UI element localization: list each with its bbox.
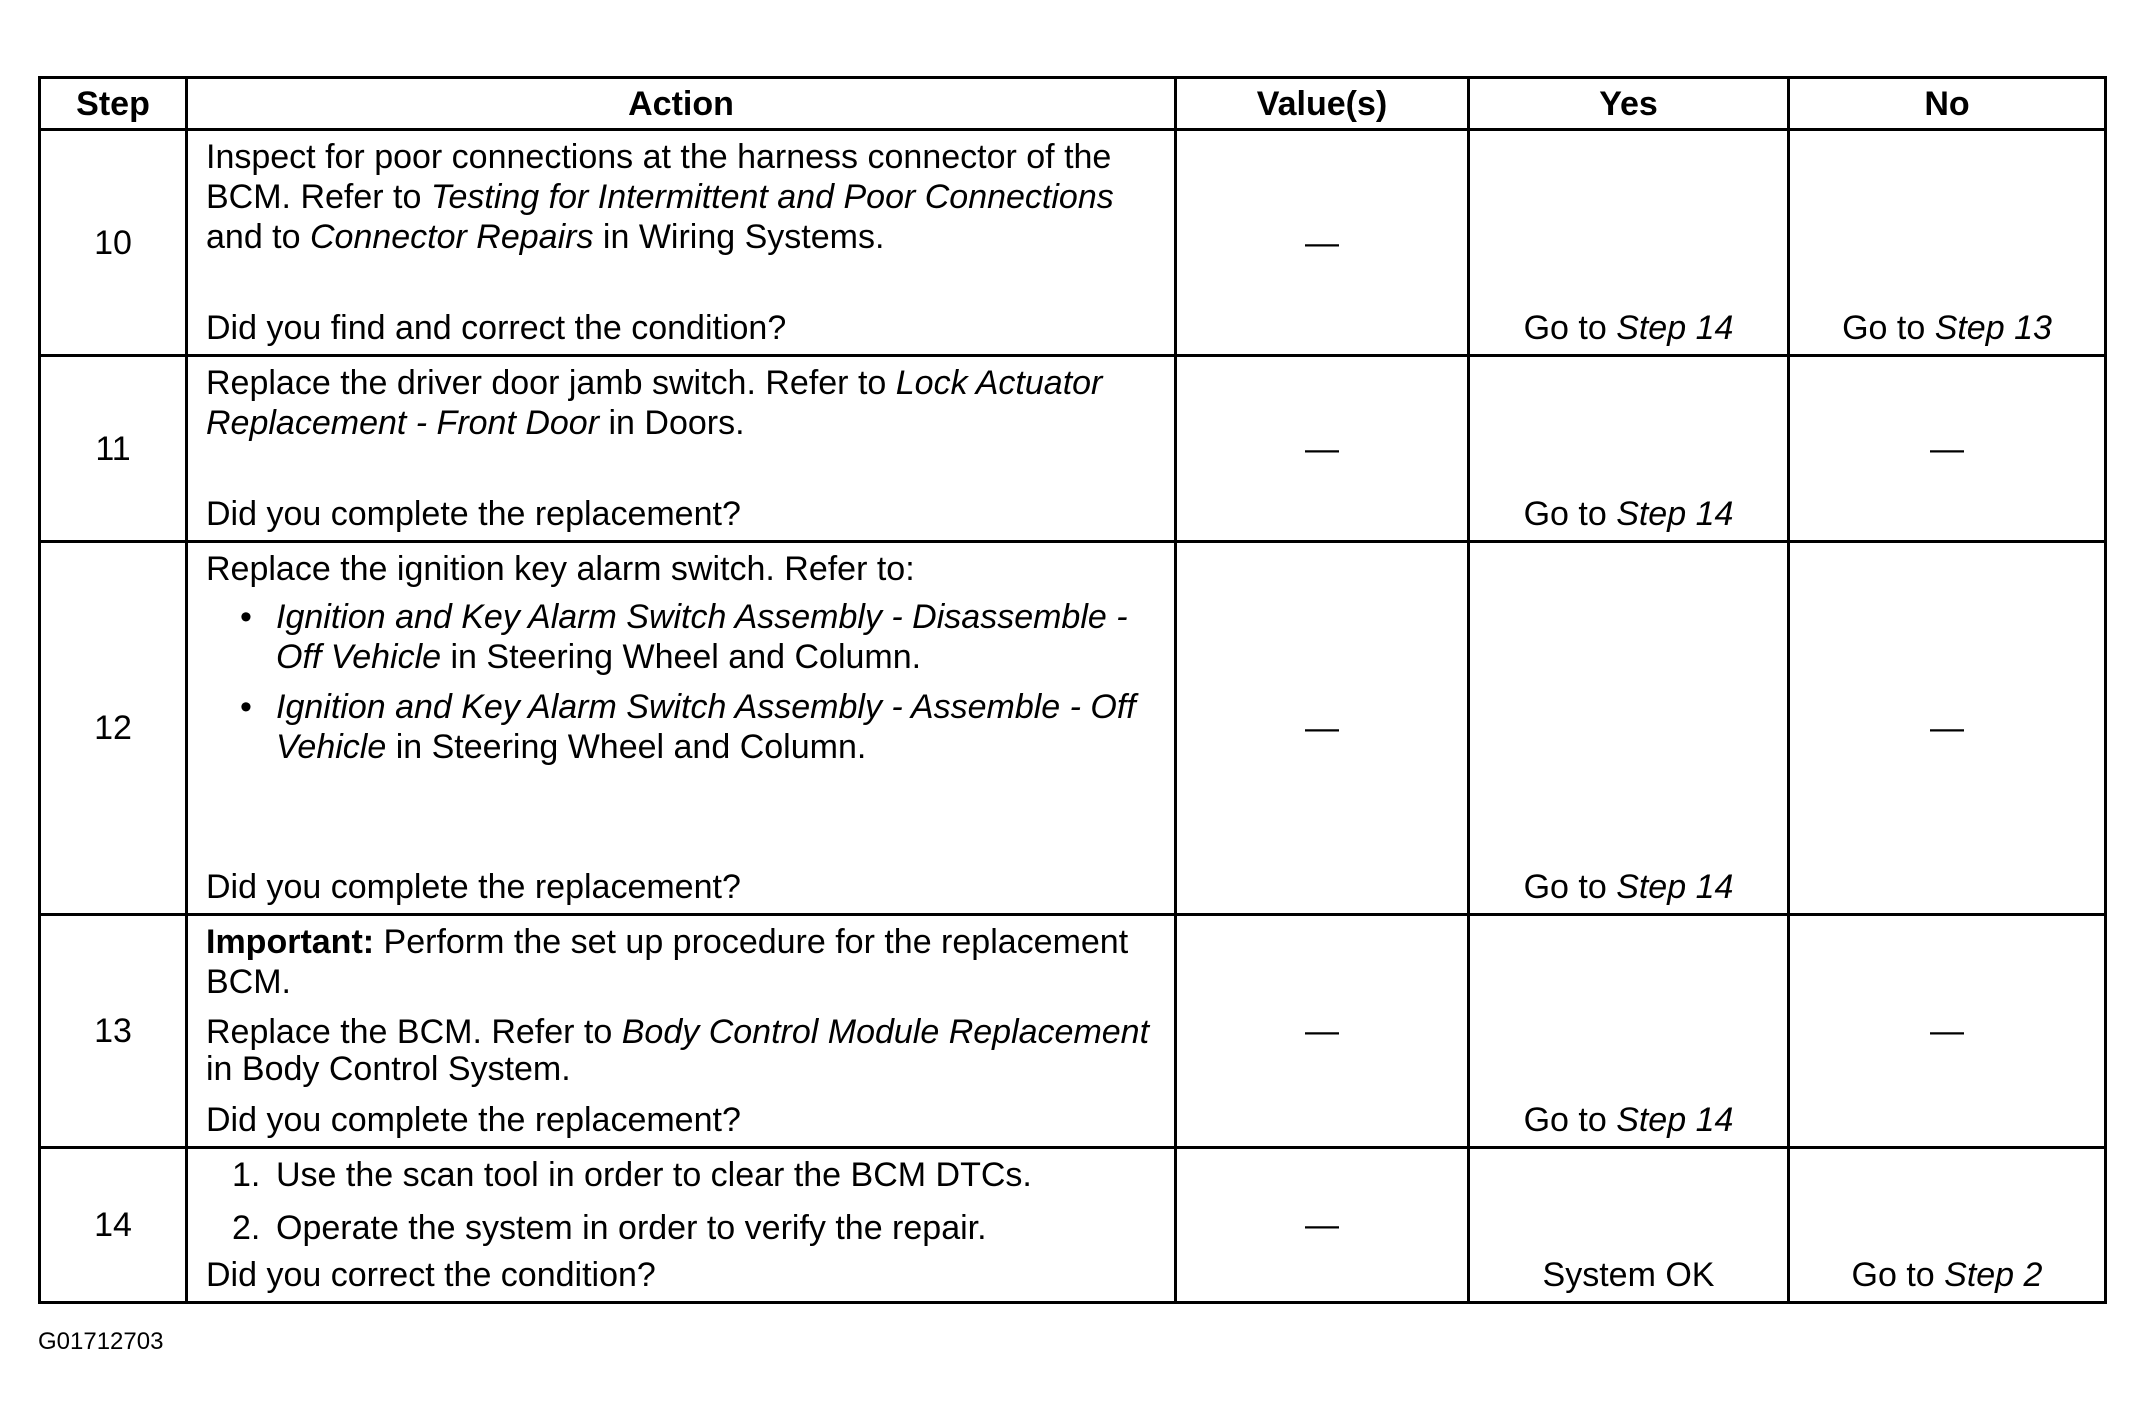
yes-cell: Go to Step 14 (1469, 130, 1789, 356)
no-cell: — (1789, 915, 2106, 1148)
procedure-list (206, 1155, 1156, 1248)
action-text: Replace the ignition key alarm switch. Refer to: (206, 550, 915, 588)
step-number: 12 (40, 542, 187, 915)
action-text: Replace the driver door jamb switch. Refer to Lock Actuator Replacement - Front Door in Doors. (206, 364, 1103, 442)
list-item: • Ignition and Key Alarm Switch Assembly - Assemble - Off Vehicle in Steering Wheel and Column. (276, 687, 1156, 767)
step-number: 11 (40, 356, 187, 542)
header-step: Step (40, 78, 187, 130)
list-item: 2. Operate the system in order to verify the repair. (232, 1209, 987, 1247)
value-cell: — (1176, 915, 1469, 1148)
table-row (40, 1148, 2106, 1303)
action-cell (187, 542, 1176, 915)
table-row (40, 356, 2106, 542)
table-row (40, 915, 2106, 1148)
header-no: No (1789, 78, 2106, 130)
step-number: 10 (40, 130, 187, 356)
value-cell: — (1176, 1148, 1469, 1303)
value-cell: — (1176, 542, 1469, 915)
list-item: 1. Use the scan tool in order to clear the BCM DTCs. (232, 1156, 1032, 1194)
no-cell: Go to Step 2 (1789, 1148, 2106, 1303)
list-item: • Ignition and Key Alarm Switch Assembly - Disassemble - Off Vehicle in Steering Wheel and Column. (276, 597, 1156, 677)
action-cell (187, 915, 1176, 1148)
yes-cell: Go to Step 14 (1469, 915, 1789, 1148)
no-cell: — (1789, 542, 2106, 915)
action-cell (187, 356, 1176, 542)
step-number: 14 (40, 1148, 187, 1303)
action-question: Did you complete the replacement? (206, 868, 741, 906)
reference-list (206, 597, 1156, 767)
action-question: Did you complete the replacement? (206, 1101, 741, 1139)
action-cell (187, 130, 1176, 356)
no-cell: Go to Step 13 (1789, 130, 2106, 356)
important-note: Important: Perform the set up procedure for the replacement BCM. (206, 923, 1129, 1001)
figure-id: G01712703 (38, 1328, 164, 1355)
table-row (40, 130, 2106, 356)
header-yes: Yes (1469, 78, 1789, 130)
yes-cell: System OK (1469, 1148, 1789, 1303)
action-question: Did you find and correct the condition? (206, 309, 787, 347)
header-row (40, 78, 2106, 130)
step-number: 13 (40, 915, 187, 1148)
yes-cell: Go to Step 14 (1469, 356, 1789, 542)
table-row (40, 542, 2106, 915)
action-text: Inspect for poor connections at the harness connector of the BCM. Refer to Testing for Intermittent and Poor Connections and to Connector Repairs in Wiring Systems. (206, 138, 1114, 256)
action-text: Replace the BCM. Refer to Body Control Module Replacement in Body Control System. (206, 1013, 1150, 1088)
diagnostic-table (38, 76, 2107, 1304)
header-action: Action (187, 78, 1176, 130)
no-cell: — (1789, 356, 2106, 542)
diagnostic-table-wrapper (38, 76, 2104, 1304)
yes-cell: Go to Step 14 (1469, 542, 1789, 915)
action-question: Did you complete the replacement? (206, 495, 741, 533)
value-cell: — (1176, 356, 1469, 542)
action-question: Did you correct the condition? (206, 1256, 656, 1294)
value-cell: — (1176, 130, 1469, 356)
action-cell (187, 1148, 1176, 1303)
header-values: Value(s) (1176, 78, 1469, 130)
